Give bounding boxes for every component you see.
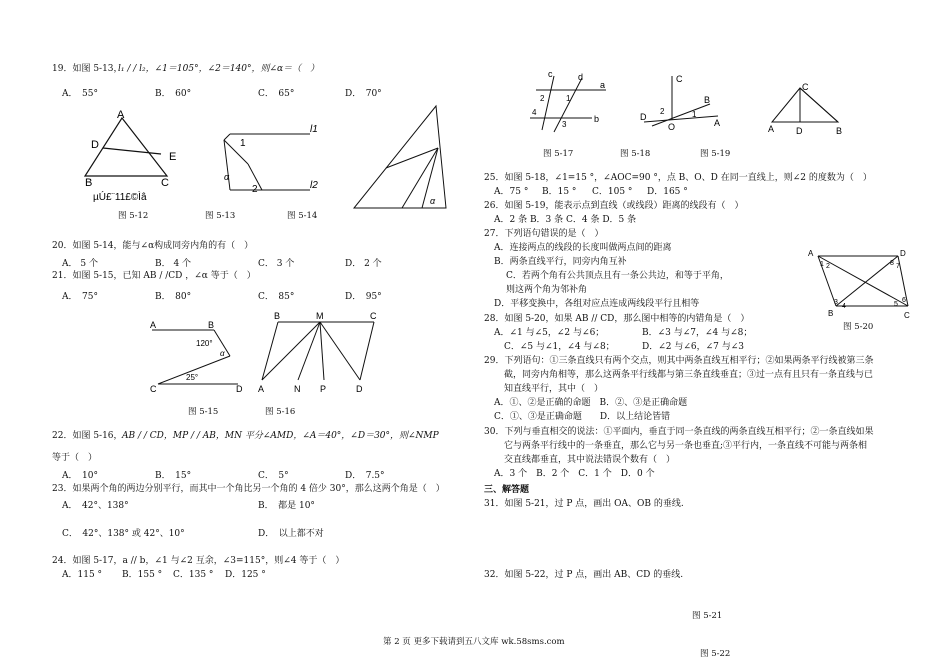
figure-5-16 xyxy=(258,312,388,402)
caption-5-13: 图 5-13 xyxy=(205,211,236,221)
q30-line-2: 它与两条平行线中的一条垂直，那么它与另一条也垂直;③平行内，一条直线不可能与两条相 xyxy=(504,441,868,451)
f16-label-b: B xyxy=(274,311,281,321)
f17-label-3: 3 xyxy=(562,120,567,129)
q28-opt-c: C．∠5 与∠1，∠4 与∠8； xyxy=(504,342,615,352)
f18-label-c: C xyxy=(676,74,683,84)
figure-5-18 xyxy=(636,72,728,132)
q19-opt-c: C． 65° xyxy=(258,89,295,99)
q27-line-a: A．连接两点的线段的长度叫做两点间的距离 xyxy=(494,243,672,253)
q19-opt-d: D． 70° xyxy=(345,89,382,99)
f18-label-1: 1 xyxy=(692,110,697,119)
f12-label-a: A xyxy=(117,109,125,121)
f18-label-2: 2 xyxy=(660,107,665,116)
q19-condition: l₁ / / l₂，∠1＝105°，∠2＝140°，则∠α＝（ ） xyxy=(118,64,320,74)
f17-label-a: a xyxy=(600,80,606,90)
caption-5-17: 图 5-17 xyxy=(543,149,574,159)
f17-label-b: b xyxy=(594,114,600,124)
f20-label-3: 3 xyxy=(834,299,838,306)
section-answer-heading: 三、解答题 xyxy=(484,485,530,495)
q21-opt-c: C． 85° xyxy=(258,292,295,302)
f15-label-b: B xyxy=(208,320,215,330)
f13-label-l1: l1 xyxy=(310,124,318,135)
q21-opt-b: B． 80° xyxy=(155,292,192,302)
f20-label-1: 1 xyxy=(820,261,824,268)
q30-line-3: 交直线都垂直，其中说法错误个数有（ ） xyxy=(504,455,676,465)
q30-opts: A．3 个 B．2 个 C．1 个 D．0 个 xyxy=(494,469,655,479)
q19-stem: 19．如图 5-13， xyxy=(52,64,123,74)
caption-5-15: 图 5-15 xyxy=(188,407,219,417)
q23-opt-c: C． 42°、138° 或 42°、10° xyxy=(62,529,185,539)
figure-5-12 xyxy=(75,108,195,208)
caption-5-20: 图 5-20 xyxy=(843,322,874,332)
q25-opt-c: C．105 ° xyxy=(592,187,633,197)
f16-label-p: P xyxy=(320,384,327,394)
f12-label-c: C xyxy=(161,177,169,189)
f15-label-a: A xyxy=(150,320,157,330)
q27-line-c: C．若两个角有公共顶点且有一条公共边，和等于平角， xyxy=(506,271,729,281)
q20-opt-a: A． 5 个 xyxy=(62,259,98,269)
q29-opt-ab: A．①、②是正确的命题 B．②、③是正确命题 xyxy=(494,398,688,408)
f19-label-c: C xyxy=(802,82,809,92)
q20-stem: 20．如图 5-14，能与∠α构成同旁内角的有（ ） xyxy=(52,241,254,251)
q24-stem: 24．如图 5-17，a // b，∠1 与∠2 互余，∠3=115°，则∠4 等于（ ） xyxy=(52,556,345,566)
q25-opt-d: D．165 ° xyxy=(647,187,688,197)
q22-opt-b: B． 15° xyxy=(155,471,192,481)
q20-opt-c: C． 3 个 xyxy=(258,259,295,269)
figure-5-13 xyxy=(218,120,328,200)
f19-label-b: B xyxy=(836,126,843,136)
q22-condition: AB / / CD，MP / / AB，MN 平分∠AMD，∠A＝40°，∠D＝30°，则∠NMP xyxy=(122,431,439,441)
caption-5-16: 图 5-16 xyxy=(265,407,296,417)
caption-5-21: 图 5-21 xyxy=(692,611,723,621)
q29-line-2: 截，同旁内角相等，那么这两条平行线都与第三条直线垂直；③过一点有且只有一条直线与已 xyxy=(504,370,874,380)
figure-5-19 xyxy=(766,78,856,138)
q24-opt-c: C．135 ° xyxy=(173,570,214,580)
q26-stem: 26．如图 5-19，能表示点到直线（或线段）距离的线段有（ ） xyxy=(484,201,744,211)
caption-5-18: 图 5-18 xyxy=(620,149,651,159)
q25-opt-a: A．75 ° xyxy=(494,187,529,197)
f16-label-m: M xyxy=(316,311,324,321)
f17-label-d: d xyxy=(578,72,584,82)
q22-opt-c: C． 5° xyxy=(258,471,289,481)
f18-label-b: B xyxy=(704,95,711,105)
figure-5-14 xyxy=(350,104,460,214)
q27-line-c2: 则这两个角为邻补角 xyxy=(506,285,588,295)
f19-label-d: D xyxy=(796,126,803,136)
q24-opt-b: B．155 ° xyxy=(122,570,163,580)
f13-label-alpha: α xyxy=(224,172,230,182)
q23-opt-a: A． 42°、138° xyxy=(62,501,129,511)
f15-label-d: D xyxy=(236,384,243,394)
figure-5-17 xyxy=(528,70,618,135)
f20-label-6: 6 xyxy=(902,297,906,304)
q19-opt-b: B． 60° xyxy=(155,89,192,99)
figure-5-20 xyxy=(806,248,916,322)
q25-stem: 25．如图 5-18，∠1=15 °，∠AOC=90 °，点 B、O、D 在同一直线上，则∠2 的度数为（ ） xyxy=(484,173,872,183)
q22-stem: 22．如图 5-16， xyxy=(52,431,123,441)
q22-opt-a: A． 10° xyxy=(62,471,98,481)
q28-stem: 28．如图 5-20，如果 AB // CD，那么图中相等的内错角是（ ） xyxy=(484,314,750,324)
q23-stem: 23．如果两个角的两边分别平行，而其中一个角比另一个角的 4 倍少 30°，那么这两个角是（ ） xyxy=(52,484,445,494)
q22-tail: 等于（ ） xyxy=(52,453,98,463)
f17-label-1: 1 xyxy=(566,94,571,103)
f15-label-c: C xyxy=(150,384,157,394)
q29-line-1: 29．下列语句：①三条直线只有两个交点，则其中两条直线互相平行；②如果两条平行线被第三条 xyxy=(484,356,874,366)
f19-label-a: A xyxy=(768,124,775,134)
f13-label-l2: l2 xyxy=(310,180,318,191)
q23-opt-b: B． 都是 10° xyxy=(258,501,315,511)
f20-label-a: A xyxy=(808,249,814,258)
f20-label-5: 5 xyxy=(894,301,898,308)
q27-stem: 27．下列语句错误的是（ ） xyxy=(484,229,604,239)
f18-label-d: D xyxy=(640,112,647,122)
caption-5-19: 图 5-19 xyxy=(700,149,731,159)
q19-opt-a: A． 55° xyxy=(62,89,98,99)
q22-opt-d: D． 7.5° xyxy=(345,471,385,481)
f15-label-25: 25° xyxy=(186,373,199,382)
q23-opt-d: D． 以上都不对 xyxy=(258,529,324,539)
f12-label-d: D xyxy=(91,139,99,151)
f20-label-b: B xyxy=(828,309,834,318)
f13-label-2: 2 xyxy=(252,184,258,195)
f16-label-n: N xyxy=(294,384,301,394)
f20-label-4: 4 xyxy=(842,303,846,310)
q24-opt-a: A．115 ° xyxy=(62,570,103,580)
f16-label-d: D xyxy=(356,384,363,394)
q29-line-3: 知直线平行，其中（ ） xyxy=(504,384,604,394)
f20-label-8: 8 xyxy=(890,260,894,267)
f16-label-a: A xyxy=(258,384,265,394)
f16-label-c: C xyxy=(370,311,377,321)
f12-garbled-caption: µÚ£¨11£©Ìâ xyxy=(93,192,147,203)
q29-opt-cd: C．①、③是正确命题 D．以上结论皆错 xyxy=(494,412,671,422)
f12-label-e: E xyxy=(169,151,177,163)
page-footer: 第 2 页 更多下载请到五八文库 wk.58sms.com xyxy=(383,637,565,647)
q27-line-d: D．平移变换中，各组对应点连成两线段平行且相等 xyxy=(494,299,700,309)
f18-label-o: O xyxy=(668,122,676,132)
q31-stem: 31．如图 5-21，过 P 点，画出 OA、OB 的垂线. xyxy=(484,499,684,509)
f12-label-b: B xyxy=(85,177,93,189)
f20-label-2: 2 xyxy=(826,263,830,270)
q21-opt-a: A． 75° xyxy=(62,292,98,302)
q20-opt-b: B． 4 个 xyxy=(155,259,192,269)
f13-label-1: 1 xyxy=(240,138,246,149)
q30-line-1: 30．下列与垂直相交的说法：①平面内，垂直于同一条直线的两条直线互相平行；②一条直线如果 xyxy=(484,427,874,437)
q28-opt-a: A．∠1 与∠5，∠2 与∠6； xyxy=(494,328,605,338)
caption-5-12: 图 5-12 xyxy=(118,211,149,221)
f18-label-a: A xyxy=(714,118,721,128)
figure-5-15 xyxy=(148,318,258,398)
q21-opt-d: D． 95° xyxy=(345,292,382,302)
f14-label-alpha: α xyxy=(430,196,436,206)
f15-label-alpha: α xyxy=(220,349,225,358)
q28-opt-d: D．∠2 与∠6，∠7 与∠3 xyxy=(642,342,745,352)
q28-opt-b: B．∠3 与∠7，∠4 与∠8； xyxy=(642,328,753,338)
f17-label-4: 4 xyxy=(532,108,537,117)
caption-5-14: 图 5-14 xyxy=(287,211,318,221)
q27-line-b: B．两条直线平行，同旁内角互补 xyxy=(494,257,627,267)
q24-opt-d: D．125 ° xyxy=(225,570,266,580)
f20-label-d: D xyxy=(900,249,906,258)
f20-label-c: C xyxy=(904,311,910,320)
q32-stem: 32．如图 5-22，过 P 点，画出 AB、CD 的垂线. xyxy=(484,570,684,580)
q21-stem: 21．如图 5-15，已知 AB / /CD ，∠α 等于（ ） xyxy=(52,271,256,281)
q25-opt-b: B．15 ° xyxy=(542,187,577,197)
f17-label-2: 2 xyxy=(540,94,545,103)
caption-5-22: 图 5-22 xyxy=(700,649,731,659)
q26-opts: A．2 条 B．3 条 C．4 条 D．5 条 xyxy=(494,215,637,225)
q20-opt-d: D． 2 个 xyxy=(345,259,382,269)
f17-label-c: c xyxy=(548,69,553,79)
f20-label-7: 7 xyxy=(896,263,900,270)
f15-label-120: 120° xyxy=(196,339,213,348)
